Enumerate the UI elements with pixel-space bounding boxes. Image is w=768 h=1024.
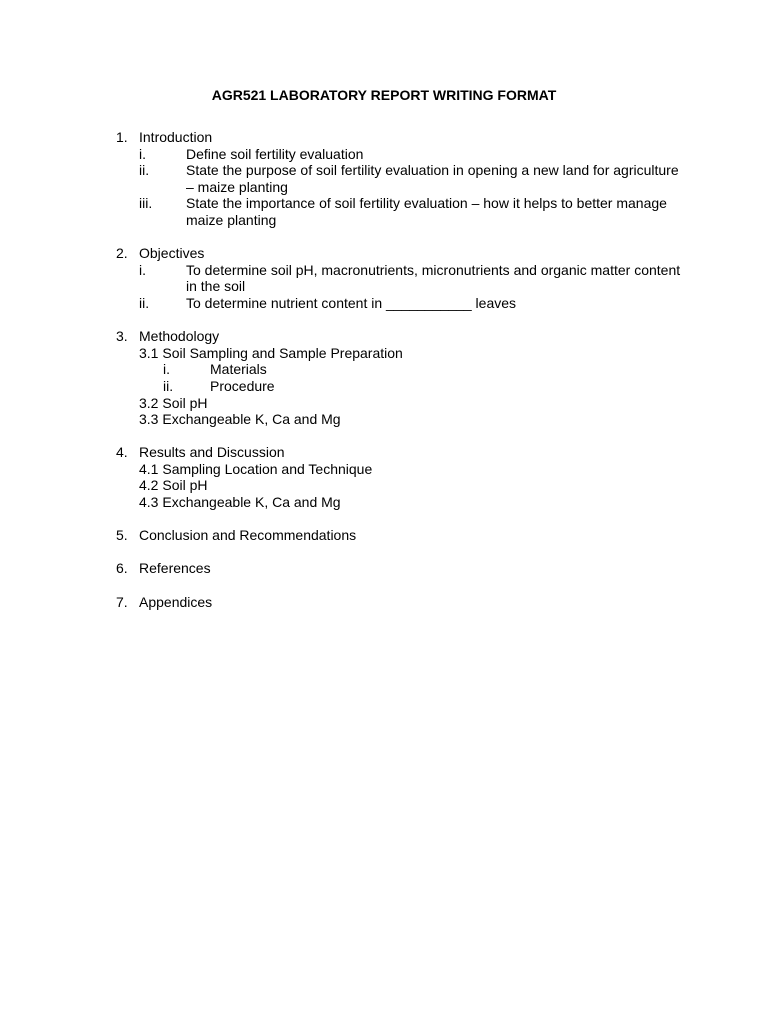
subsection-list (139, 461, 686, 511)
subsection-heading: 3.2 Soil pH (139, 394, 208, 411)
item-text: Materials (210, 361, 267, 378)
section-heading (116, 444, 686, 461)
subsection-heading: 4.3 Exchangeable K, Ca and Mg (139, 494, 341, 511)
item-text: Define soil fertility evaluation (186, 145, 364, 162)
section-heading (116, 129, 686, 146)
section-title: References (139, 560, 211, 577)
section-number: 6. (116, 560, 128, 577)
section-results-discussion (116, 444, 686, 510)
item-label: i. (139, 145, 146, 162)
nested-list (163, 361, 686, 394)
subitem-list (139, 146, 686, 229)
item-label: ii. (139, 162, 150, 179)
item-text: Procedure (210, 377, 275, 394)
subsection-heading: 4.1 Sampling Location and Technique (139, 460, 373, 477)
item-label: i. (163, 361, 170, 378)
subsection-heading: 3.1 Soil Sampling and Sample Preparation (139, 344, 403, 361)
item-label: i. (139, 261, 146, 278)
section-number: 7. (116, 593, 128, 610)
list-item (139, 146, 686, 163)
section-heading (116, 245, 686, 262)
item-text: To determine nutrient content in ___________ leaves (186, 294, 517, 311)
item-text: To determine soil pH, macronutrients, micronutrients and organic matter content in the soil (186, 261, 681, 295)
list-item (139, 162, 686, 195)
item-label: iii. (139, 195, 153, 212)
section-title: Appendices (139, 593, 213, 610)
section-references (116, 560, 686, 577)
outline (116, 129, 686, 627)
list-item (139, 195, 686, 228)
section-heading (116, 560, 686, 577)
subitem-list (139, 262, 686, 312)
section-heading (116, 594, 686, 611)
section-title: Introduction (139, 129, 213, 145)
subsection-heading: 4.2 Soil pH (139, 477, 208, 494)
section-methodology (116, 328, 686, 428)
section-appendices (116, 594, 686, 611)
section-title: Conclusion and Recommendations (139, 527, 357, 544)
section-title: Results and Discussion (139, 444, 285, 461)
section-title: Objectives (139, 245, 205, 262)
list-item (163, 361, 686, 378)
item-label: ii. (139, 294, 150, 311)
section-number: 4. (116, 444, 128, 461)
section-heading (116, 328, 686, 345)
section-heading (116, 527, 686, 544)
subsection-list (139, 345, 686, 428)
document-title: AGR521 LABORATORY REPORT WRITING FORMAT (211, 87, 557, 103)
section-number: 5. (116, 527, 128, 544)
list-item (139, 262, 686, 295)
list-item (163, 378, 686, 395)
section-conclusion (116, 527, 686, 544)
section-title: Methodology (139, 328, 220, 345)
item-text: State the purpose of soil fertility evaluation in opening a new land for agriculture – maize planting (186, 162, 679, 195)
section-objectives (116, 245, 686, 311)
section-number: 3. (116, 328, 128, 345)
section-number: 2. (116, 245, 128, 262)
list-item (139, 295, 686, 312)
section-number: 1. (116, 129, 128, 145)
item-text: State the importance of soil fertility evaluation – how it helps to better manage maize planting (186, 195, 667, 228)
item-label: ii. (163, 377, 174, 394)
subsection-heading: 3.3 Exchangeable K, Ca and Mg (139, 411, 341, 428)
section-introduction (116, 129, 686, 229)
